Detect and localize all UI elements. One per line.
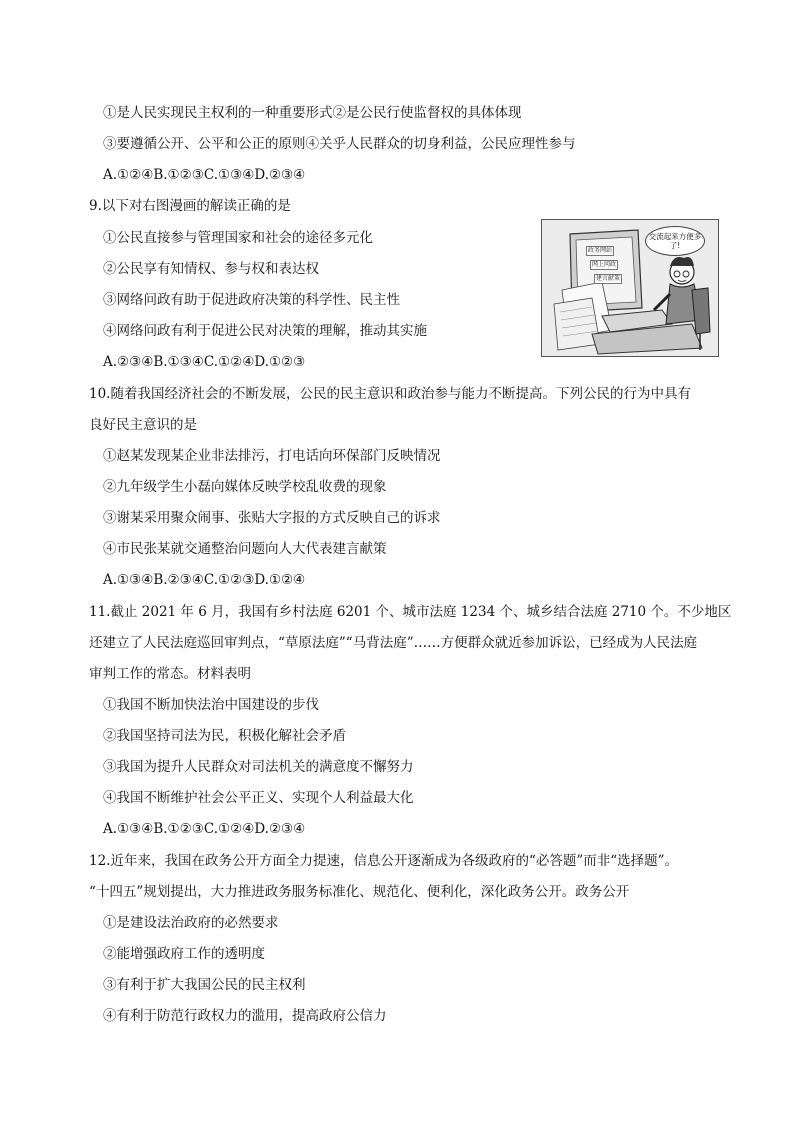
q8-option-line-2: ③要遵循公开、公平和公正的原则④关乎人民群众的切身利益，公民应理性参与 bbox=[103, 136, 576, 152]
q11-stem-line-3: 审判工作的常态。材料表明 bbox=[89, 666, 251, 682]
q12-option-3: ③有利于扩大我国公民的民主权利 bbox=[103, 977, 306, 993]
q10-answer-choices: A.①③④B.②③④C.①②③D.①②④ bbox=[103, 572, 306, 588]
q9-option-2: ②公民享有知情权、参与权和表达权 bbox=[103, 261, 319, 277]
screen-tag-2: 网上问政 bbox=[592, 261, 617, 268]
q8-answer-choices: A.①②④B.①②③C.①③④D.②③④ bbox=[103, 167, 306, 183]
q9-option-1: ①公民直接参与管理国家和社会的途径多元化 bbox=[103, 230, 373, 246]
q11-stem-line-2: 还建立了人民法庭巡回审判点，“草原法庭”“马背法庭”……方便群众就近参加诉讼，已经成为人民法庭 bbox=[89, 635, 698, 651]
q11-option-3: ③我国为提升人民群众对司法机关的满意度不懈努力 bbox=[103, 759, 414, 775]
q9-stem: 9.以下对右图漫画的解读正确的是 bbox=[89, 198, 291, 214]
q10-stem-line-2: 良好民主意识的是 bbox=[89, 417, 197, 433]
q9-option-4: ④网络问政有利于促进公民对决策的理解，推动其实施 bbox=[103, 323, 427, 339]
q12-option-4: ④有利于防范行政权力的滥用，提高政府公信力 bbox=[103, 1008, 387, 1024]
q10-option-1: ①赵某发现某企业非法排污，打电话向环保部门反映情况 bbox=[103, 448, 441, 464]
q10-option-3: ③谢某采用聚众闹事、张贴大字报的方式反映自己的诉求 bbox=[103, 510, 441, 526]
q10-option-4: ④市民张某就交通整治问题向人大代表建言献策 bbox=[103, 541, 387, 557]
q12-option-1: ①是建设法治政府的必然要求 bbox=[103, 915, 279, 931]
q8-option-line-1: ①是人民实现民主权利的一种重要形式②是公民行使监督权的具体体现 bbox=[103, 105, 522, 121]
q9-option-3: ③网络问政有助于促进政府决策的科学性、民主性 bbox=[103, 292, 400, 308]
q11-option-4: ④我国不断维护社会公平正义、实现个人利益最大化 bbox=[103, 790, 414, 806]
q10-stem-line-1: 10.随着我国经济社会的不断发展，公民的民主意识和政治参与能力不断提高。下列公民的行为中具有 bbox=[89, 386, 691, 402]
screen-tag-1: 政务网站 bbox=[588, 247, 613, 254]
q11-stem-line-1: 11.截止 2021 年 6 月，我国有乡村法庭 6201 个、城市法庭 1234 个、城乡结合法庭 2710 个。不少地区 bbox=[89, 604, 732, 620]
q12-stem-line-1: 12.近年来，我国在政务公开方面全力提速，信息公开逐渐成为各级政府的“必答题”而非“选择题”。 bbox=[89, 853, 679, 869]
q11-answer-choices: A.①③④B.①②③C.①②④D.②③④ bbox=[103, 821, 306, 837]
q11-option-1: ①我国不断加快法治中国建设的步伐 bbox=[103, 697, 319, 713]
speech-bubble: 交流起来方便多了! bbox=[645, 226, 705, 256]
screen-tag-3: 建言献策 bbox=[596, 275, 621, 282]
q9-answer-choices: A.②③④B.①③④C.①②④D.①②③ bbox=[103, 354, 306, 370]
cartoon-illustration bbox=[541, 219, 719, 357]
q11-option-2: ②我国坚持司法为民，积极化解社会矛盾 bbox=[103, 728, 346, 744]
q10-option-2: ②九年级学生小磊向媒体反映学校乱收费的现象 bbox=[103, 479, 387, 495]
q12-stem-line-2: “十四五”规划提出，大力推进政务服务标准化、规范化、便利化，深化政务公开。政务公开 bbox=[89, 884, 630, 900]
q12-option-2: ②能增强政府工作的透明度 bbox=[103, 946, 265, 962]
